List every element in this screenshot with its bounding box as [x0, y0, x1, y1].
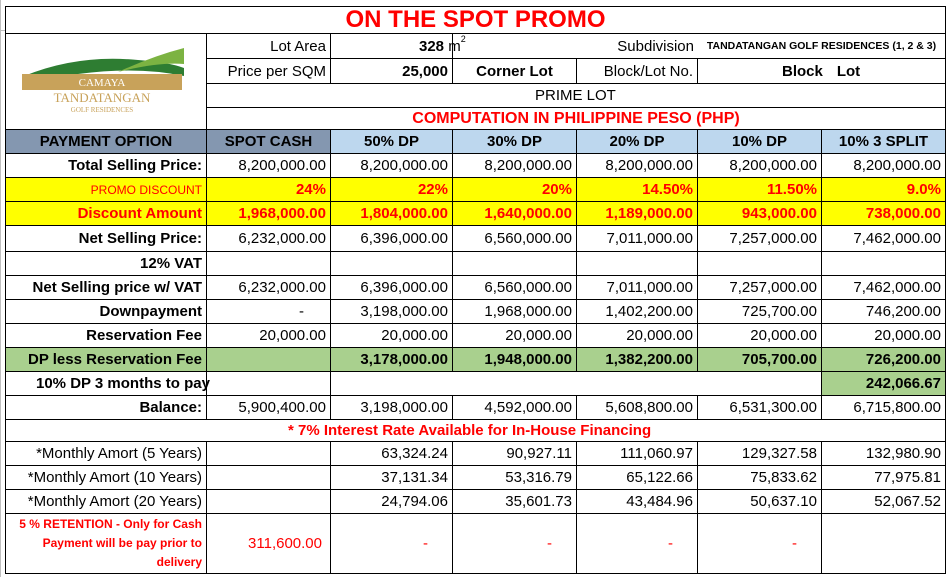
table-cell: 1,640,000.00 — [453, 202, 577, 226]
table-cell: 1,804,000.00 — [331, 202, 453, 226]
table-cell: 20,000.00 — [453, 324, 577, 348]
retention-label — [5, 514, 207, 574]
retention-line-2: Payment will be pay prior to — [42, 536, 202, 550]
table-cell: - — [577, 514, 698, 574]
lot-area-label: Lot Area — [207, 34, 331, 59]
block-value: Block — [782, 62, 823, 80]
table-cell: 77,975.81 — [822, 466, 946, 490]
table-cell — [207, 466, 331, 490]
table-cell: 3,198,000.00 — [331, 396, 453, 420]
row-label-amort-20: *Monthly Amort (20 Years) — [5, 490, 207, 514]
table-cell — [331, 372, 453, 396]
table-cell: 50,637.10 — [698, 490, 822, 514]
header-payment-option: PAYMENT OPTION — [5, 130, 207, 154]
row-label-total-selling: Total Selling Price: — [5, 154, 207, 178]
table-cell — [577, 252, 698, 276]
table-cell: 20,000.00 — [822, 324, 946, 348]
header-spot-cash: SPOT CASH — [207, 130, 331, 154]
header-20-dp: 20% DP — [577, 130, 698, 154]
logo-sub: GOLF RESIDENCES — [70, 106, 134, 114]
header-30-dp: 30% DP — [453, 130, 577, 154]
table-cell: 6,560,000.00 — [453, 276, 577, 300]
table-cell: 6,232,000.00 — [207, 276, 331, 300]
table-cell: 3,178,000.00 — [331, 348, 453, 372]
gridline — [0, 0, 1, 577]
lot-area-value — [331, 34, 466, 59]
corner-lot: Corner Lot — [453, 59, 577, 84]
lot-area-number: 328 — [419, 37, 445, 55]
logo-brand: CAMAYA — [78, 77, 126, 89]
lot-area-unit: m — [448, 37, 461, 55]
table-cell: 6,560,000.00 — [453, 226, 577, 252]
row-label-net-with-vat: Net Selling price w/ VAT — [5, 276, 207, 300]
block-lot-label: Block/Lot No. — [577, 59, 698, 84]
computation-label: COMPUTATION IN PHILIPPINE PESO (PHP) — [207, 108, 946, 130]
table-cell: 7,011,000.00 — [577, 226, 698, 252]
table-cell: 4,592,000.00 — [453, 396, 577, 420]
table-cell: 132,980.90 — [822, 442, 946, 466]
table-cell: 20,000.00 — [577, 324, 698, 348]
table-cell: 943,000.00 — [698, 202, 822, 226]
table-cell: 1,382,200.00 — [577, 348, 698, 372]
table-cell: 6,232,000.00 — [207, 226, 331, 252]
table-cell: 65,122.66 — [577, 466, 698, 490]
table-cell — [207, 372, 331, 396]
row-label-reservation-fee: Reservation Fee — [5, 324, 207, 348]
table-cell: 725,700.00 — [698, 300, 822, 324]
row-label-amort-5: *Monthly Amort (5 Years) — [5, 442, 207, 466]
row-label-balance: Balance: — [5, 396, 207, 420]
table-cell: 7,257,000.00 — [698, 276, 822, 300]
table-cell: - — [331, 514, 453, 574]
table-cell: 6,396,000.00 — [331, 276, 453, 300]
table-cell — [698, 252, 822, 276]
row-label-net-selling: Net Selling Price: — [5, 226, 207, 252]
table-cell: 37,131.34 — [331, 466, 453, 490]
table-cell: 75,833.62 — [698, 466, 822, 490]
table-cell: 7,462,000.00 — [822, 226, 946, 252]
row-label-discount-amount: Discount Amount — [5, 202, 207, 226]
table-cell: - — [698, 514, 822, 574]
table-cell: 8,200,000.00 — [577, 154, 698, 178]
row-label-downpayment: Downpayment — [5, 300, 207, 324]
table-cell — [577, 372, 698, 396]
table-cell: 111,060.97 — [577, 442, 698, 466]
table-cell: 20,000.00 — [698, 324, 822, 348]
table-cell: 35,601.73 — [453, 490, 577, 514]
table-cell: 8,200,000.00 — [331, 154, 453, 178]
table-cell: 43,484.96 — [577, 490, 698, 514]
table-cell: 242,066.67 — [822, 372, 946, 396]
table-cell: 129,327.58 — [698, 442, 822, 466]
table-cell: 726,200.00 — [822, 348, 946, 372]
table-cell: 24,794.06 — [331, 490, 453, 514]
table-cell: 6,715,800.00 — [822, 396, 946, 420]
table-cell: 52,067.52 — [822, 490, 946, 514]
page-title: ON THE SPOT PROMO — [5, 6, 946, 34]
subdivision-label: Subdivision — [453, 34, 698, 59]
table-cell: 8,200,000.00 — [822, 154, 946, 178]
table-cell: 5,900,400.00 — [207, 396, 331, 420]
row-label-amort-10: *Monthly Amort (10 Years) — [5, 466, 207, 490]
row-label-dp-less-reservation: DP less Reservation Fee — [5, 348, 207, 372]
table-cell — [698, 372, 822, 396]
header-10-3-split: 10% 3 SPLIT — [822, 130, 946, 154]
table-cell: 20,000.00 — [207, 324, 331, 348]
block-lot-value — [698, 59, 946, 84]
table-cell: 1,968,000.00 — [453, 300, 577, 324]
logo-name: TANDATANGAN — [53, 90, 151, 105]
table-cell — [207, 348, 331, 372]
prime-lot: PRIME LOT — [207, 84, 946, 108]
table-cell: 90,927.11 — [453, 442, 577, 466]
retention-line-3: delivery — [156, 555, 202, 569]
table-cell — [822, 514, 946, 574]
table-cell: 738,000.00 — [822, 202, 946, 226]
table-cell: - — [207, 300, 331, 324]
header-50-dp: 50% DP — [331, 130, 453, 154]
table-cell: 11.50% — [698, 178, 822, 202]
table-cell: 8,200,000.00 — [207, 154, 331, 178]
table-cell: 9.0% — [822, 178, 946, 202]
table-cell: 1,968,000.00 — [207, 202, 331, 226]
table-cell: - — [453, 514, 577, 574]
table-cell — [453, 372, 577, 396]
table-cell: 7,462,000.00 — [822, 276, 946, 300]
table-cell: 24% — [207, 178, 331, 202]
table-cell: 8,200,000.00 — [698, 154, 822, 178]
row-label-10-dp-3-months: 10% DP 3 months to pay — [5, 372, 207, 396]
lot-area-sup: 2 — [460, 34, 466, 44]
subdivision-value: TANDATANGAN GOLF RESIDENCES (1, 2 & 3) — [698, 34, 946, 59]
table-cell: 7,257,000.00 — [698, 226, 822, 252]
table-cell — [453, 252, 577, 276]
table-cell: 22% — [331, 178, 453, 202]
table-cell: 6,531,300.00 — [698, 396, 822, 420]
table-cell: 746,200.00 — [822, 300, 946, 324]
price-sqm-value: 25,000 — [331, 59, 453, 84]
interest-note: * 7% Interest Rate Available for In-House Financing — [5, 420, 946, 442]
table-cell — [331, 252, 453, 276]
table-cell: 3,198,000.00 — [331, 300, 453, 324]
lot-value: Lot — [836, 62, 861, 80]
table-cell: 6,396,000.00 — [331, 226, 453, 252]
camaya-logo — [18, 46, 186, 118]
table-cell: 8,200,000.00 — [453, 154, 577, 178]
table-cell — [207, 252, 331, 276]
table-cell: 1,948,000.00 — [453, 348, 577, 372]
table-cell: 5,608,800.00 — [577, 396, 698, 420]
table-cell: 20% — [453, 178, 577, 202]
table-cell: 20,000.00 — [331, 324, 453, 348]
table-cell — [207, 442, 331, 466]
retention-line-1: 5 % RETENTION - Only for Cash — [19, 517, 202, 531]
row-label-vat: 12% VAT — [5, 252, 207, 276]
table-cell: 1,402,200.00 — [577, 300, 698, 324]
table-cell: 1,189,000.00 — [577, 202, 698, 226]
header-10-dp: 10% DP — [698, 130, 822, 154]
row-label-promo-discount: PROMO DISCOUNT — [5, 178, 207, 202]
table-cell: 14.50% — [577, 178, 698, 202]
table-cell: 53,316.79 — [453, 466, 577, 490]
price-sqm-label: Price per SQM — [207, 59, 331, 84]
table-cell — [822, 252, 946, 276]
retention-cash-value: 311,600.00 — [207, 514, 331, 574]
table-cell: 705,700.00 — [698, 348, 822, 372]
table-cell: 63,324.24 — [331, 442, 453, 466]
table-cell — [207, 490, 331, 514]
table-cell: 7,011,000.00 — [577, 276, 698, 300]
